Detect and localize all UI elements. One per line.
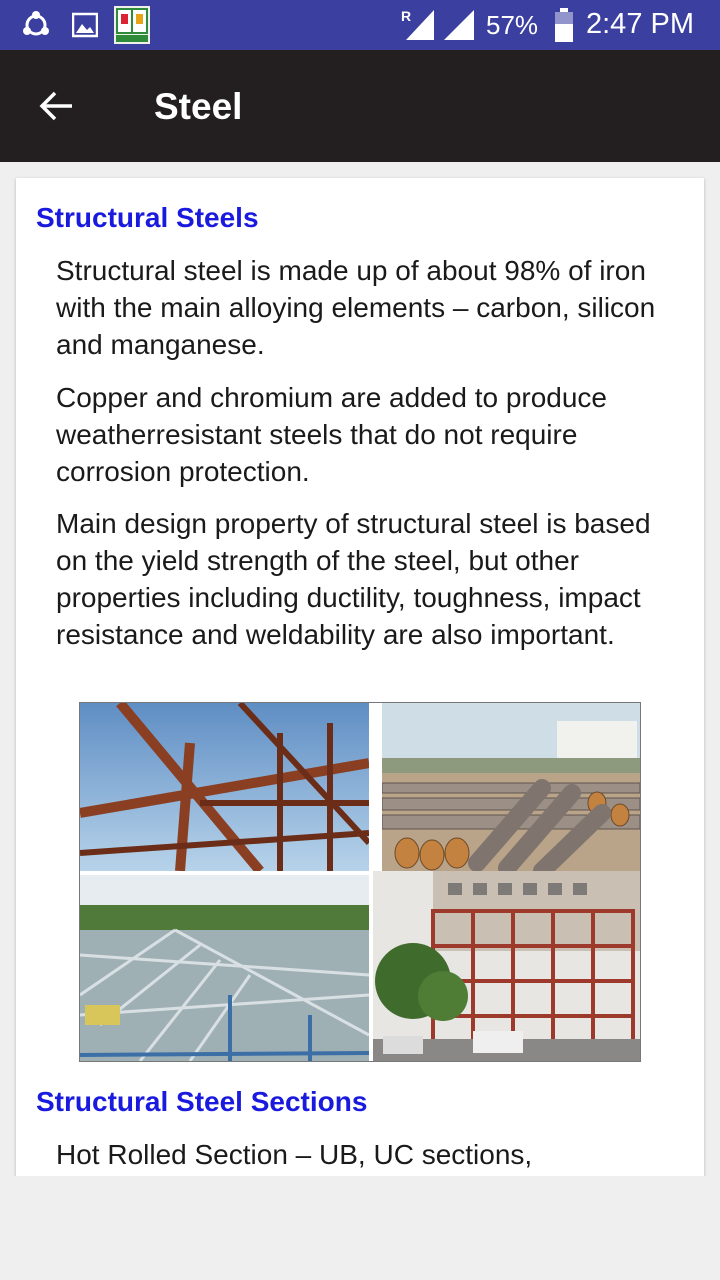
app-notification-icon [114, 6, 150, 49]
app-bar [0, 50, 720, 162]
paragraph-design-property: Main design property of structural steel is based on the yield strength of the steel, but other properties including ductility, toughness, impact resistance and weldability are also important. [56, 508, 651, 650]
content-card [16, 178, 704, 1176]
steel-frame-photo [80, 703, 369, 871]
paragraph-hot-rolled: Hot Rolled Section – UB, UC sections, [56, 1139, 533, 1170]
steel-round-bars-photo [382, 703, 640, 871]
paragraph-steel-composition: Structural steel is made up of about 98% of iron with the main alloying elements – carbon, silicon and manganese. [56, 255, 656, 360]
paragraph-weather-resistant: Copper and chromium are added to produce weatherresistant steels that do not require corrosion protection. [56, 382, 608, 487]
roof-truss-photo [80, 875, 369, 1061]
empty-bottom-area [0, 1176, 720, 1280]
roaming-indicator: R [401, 8, 412, 24]
back-button[interactable] [30, 82, 82, 134]
sync-icon [22, 9, 50, 46]
status-bar [0, 0, 720, 50]
back-arrow-icon [38, 88, 74, 129]
content-scroll-area[interactable] [0, 162, 720, 1176]
battery-icon [555, 8, 573, 47]
section-heading-structural-steels: Structural Steels [36, 202, 259, 233]
structural-steel-image-collage [79, 702, 641, 1062]
battery-percent: 57% [486, 10, 539, 40]
steel-frame-building-photo [373, 871, 640, 1061]
clock: 2:47 PM [586, 8, 694, 40]
gallery-icon [72, 9, 98, 46]
section-heading-steel-sections: Structural Steel Sections [36, 1086, 368, 1117]
signal-icon [406, 10, 474, 45]
page-title: Steel [154, 86, 243, 127]
